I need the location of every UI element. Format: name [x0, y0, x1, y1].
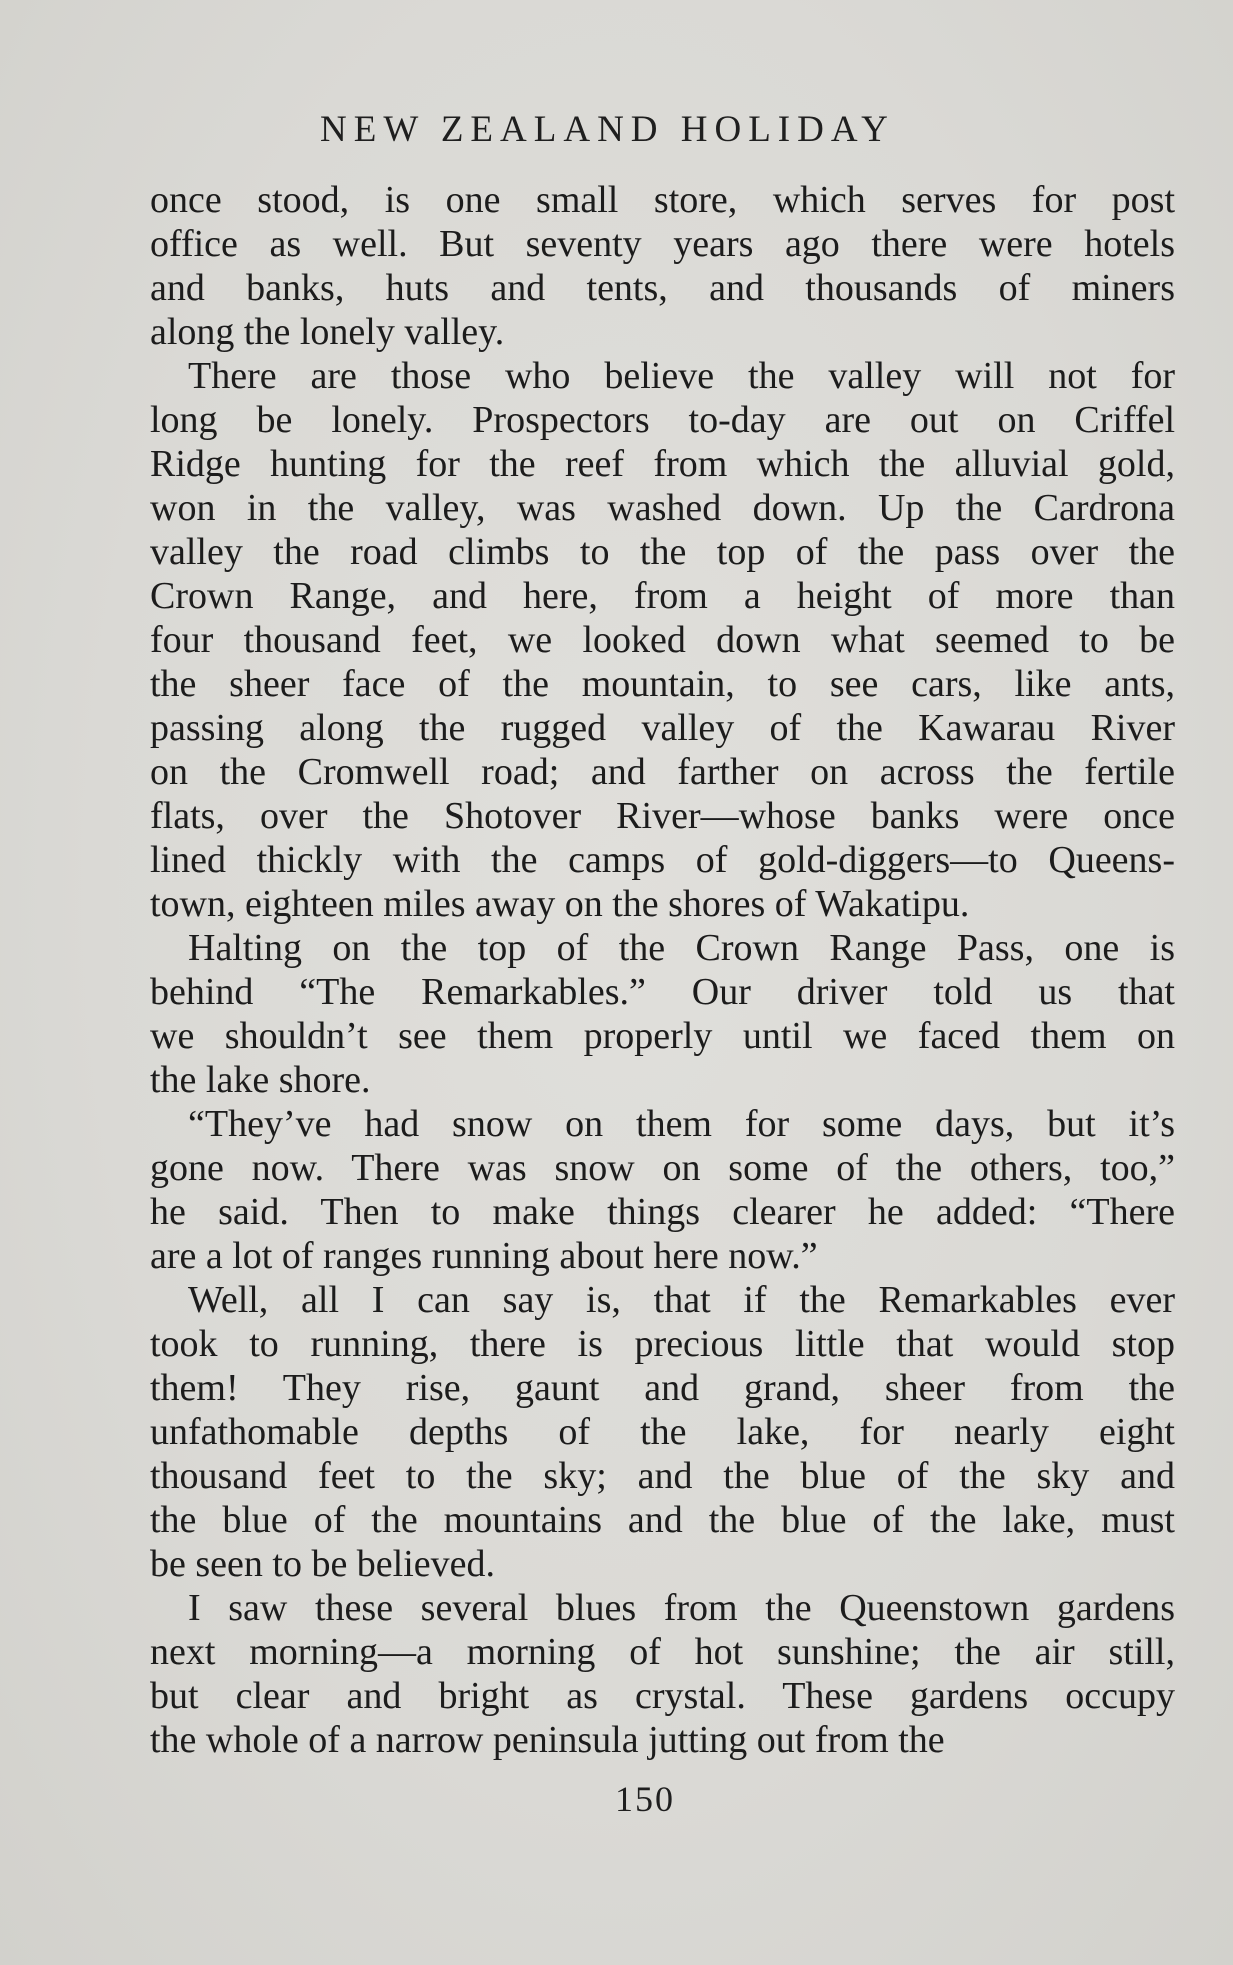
paragraph — [150, 178, 1175, 354]
text-line: but clear and bright as crystal. These gardens occupy — [150, 1675, 1175, 1717]
text-line: behind “The Remarkables.” Our driver told us that — [150, 971, 1175, 1013]
text-line: the sheer face of the mountain, to see cars, like ants, — [150, 663, 1175, 705]
text-line: valley the road climbs to the top of the pass over the — [150, 531, 1175, 573]
text-line: passing along the rugged valley of the Kawarau River — [150, 707, 1175, 749]
paragraph — [150, 926, 1175, 1102]
text-line: Well, all I can say is, that if the Remarkables ever — [188, 1279, 1175, 1321]
paragraph — [150, 1586, 1175, 1762]
body-text — [150, 178, 1175, 1762]
text-line: I saw these several blues from the Queenstown gardens — [188, 1587, 1175, 1629]
text-line: won in the valley, was washed down. Up the Cardrona — [150, 487, 1175, 529]
paragraph — [150, 1102, 1175, 1278]
running-head: NEW ZEALAND HOLIDAY — [320, 109, 895, 150]
text-line: thousand feet to the sky; and the blue of the sky and — [150, 1455, 1175, 1497]
text-line: we shouldn’t see them properly until we faced them on — [150, 1015, 1175, 1057]
text-line: Crown Range, and here, from a height of more than — [150, 575, 1175, 617]
text-line: unfathomable depths of the lake, for nearly eight — [150, 1411, 1175, 1453]
text-line: once stood, is one small store, which serves for post — [150, 179, 1175, 221]
text-line: the whole of a narrow peninsula jutting out from the — [150, 1719, 945, 1761]
paragraph — [150, 354, 1175, 926]
text-line: them! They rise, gaunt and grand, sheer from the — [150, 1367, 1175, 1409]
text-line: lined thickly with the camps of gold-diggers—to Queens- — [150, 839, 1175, 881]
text-line: gone now. There was snow on some of the others, too,” — [150, 1147, 1175, 1189]
text-line: and banks, huts and tents, and thousands of miners — [150, 267, 1175, 309]
page-number: 150 — [615, 1779, 675, 1819]
text-line: took to running, there is precious little that would stop — [150, 1323, 1175, 1365]
text-line: long be lonely. Prospectors to-day are out on Criffel — [150, 399, 1175, 441]
text-line: the lake shore. — [150, 1059, 371, 1101]
text-line: There are those who believe the valley will not for — [188, 355, 1175, 397]
text-line: “They’ve had snow on them for some days, but it’s — [188, 1103, 1175, 1145]
text-line: the blue of the mountains and the blue of the lake, must — [150, 1499, 1175, 1541]
text-line: he said. Then to make things clearer he added: “There — [150, 1191, 1175, 1233]
text-line: four thousand feet, we looked down what seemed to be — [150, 619, 1175, 661]
text-line: flats, over the Shotover River—whose banks were once — [150, 795, 1175, 837]
text-line: Ridge hunting for the reef from which the alluvial gold, — [150, 443, 1175, 485]
text-line: Halting on the top of the Crown Range Pass, one is — [188, 927, 1175, 969]
text-line: on the Cromwell road; and farther on across the fertile — [150, 751, 1175, 793]
text-line: be seen to be believed. — [150, 1543, 496, 1585]
text-line: along the lonely valley. — [150, 311, 505, 353]
text-line: office as well. But seventy years ago there were hotels — [150, 223, 1175, 265]
text-line: next morning—a morning of hot sunshine; the air still, — [150, 1631, 1175, 1673]
paragraph — [150, 1278, 1175, 1586]
text-line: are a lot of ranges running about here now.” — [150, 1235, 818, 1277]
text-line: town, eighteen miles away on the shores of Wakatipu. — [150, 883, 970, 925]
